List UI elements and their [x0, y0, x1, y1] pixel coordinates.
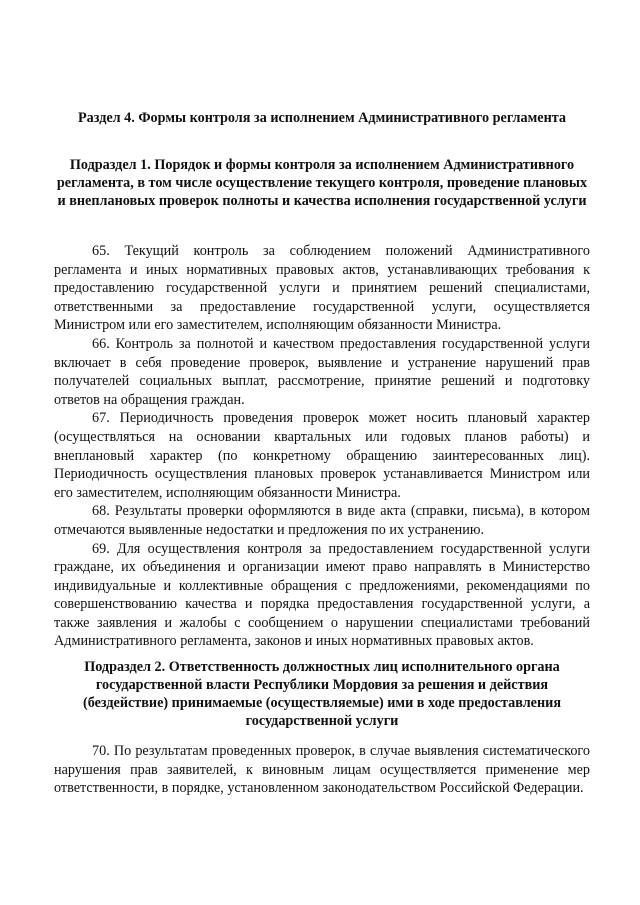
paragraph-68: 68. Результаты проверки оформляются в виде акта (справки, письма), в котором отмечаются выявленные недостатки и предложения по их устранению.	[54, 503, 590, 538]
paragraph-65: 65. Текущий контроль за соблюдением положений Административного регламента и иных нормативных правовых актов, устанавливающих требования к предоставлению государственной услуги и принятием решений специалистами, ответственными за предоставление государственной услуги, осуществляется Министром или его заместителем, исполняющим обязанности Министра.	[54, 243, 590, 334]
section-title: Раздел 4. Формы контроля за исполнением Административного регламента	[78, 110, 566, 126]
subsection-2-title: Подраздел 2. Ответственность должностных лиц исполнительного органа государственной власти Республики Мордовия за решения и действия (бездействие) принимаемые (осуществляемые) ими в ходе предоставления государственной услуги	[82, 659, 562, 729]
paragraph-70: 70. По результатам проведенных проверок, в случае выявления систематического нарушения прав заявителей, к виновным лицам осуществляется применение мер ответственности, в порядке, установленном законодательством Российской Федерации.	[54, 743, 590, 797]
paragraph-67: 67. Периодичность проведения проверок может носить плановый характер (осуществляться на основании квартальных или годовых планов работы) и внеплановый характер (по конкретному обращению заинтересованных лиц). Периодичность осуществления плановых проверок устанавливается Министром или его заместителем, исполняющим обязанности Министра.	[54, 410, 590, 501]
subsection-1-title: Подраздел 1. Порядок и формы контроля за исполнением Административного регламента, в том числе осуществление текущего контроля, проведение плановых и внеплановых проверок полноты и качества исполнения государственной услуги	[56, 157, 588, 209]
paragraph-69: 69. Для осуществления контроля за предоставлением государственной услуги граждане, их объединения и организации имеют право направлять в Министерство индивидуальные и коллективные обращения с предложениями, рекомендациями по совершенствованию качества и порядка предоставления государственной услуги, а также заявления и жалобы с сообщением о нарушении специалистами требований Административного регламента, законов и иных нормативных правовых актов.	[54, 540, 590, 650]
subsection-1-body	[54, 242, 590, 651]
paragraph-66: 66. Контроль за полнотой и качеством предоставления государственной услуги включает в себя проведение проверок, выявление и устранение нарушений прав получателей социальных выплат, рассмотрение, принятие решений и подготовку ответов на обращения граждан.	[54, 335, 590, 408]
subsection-2-body	[54, 742, 590, 798]
